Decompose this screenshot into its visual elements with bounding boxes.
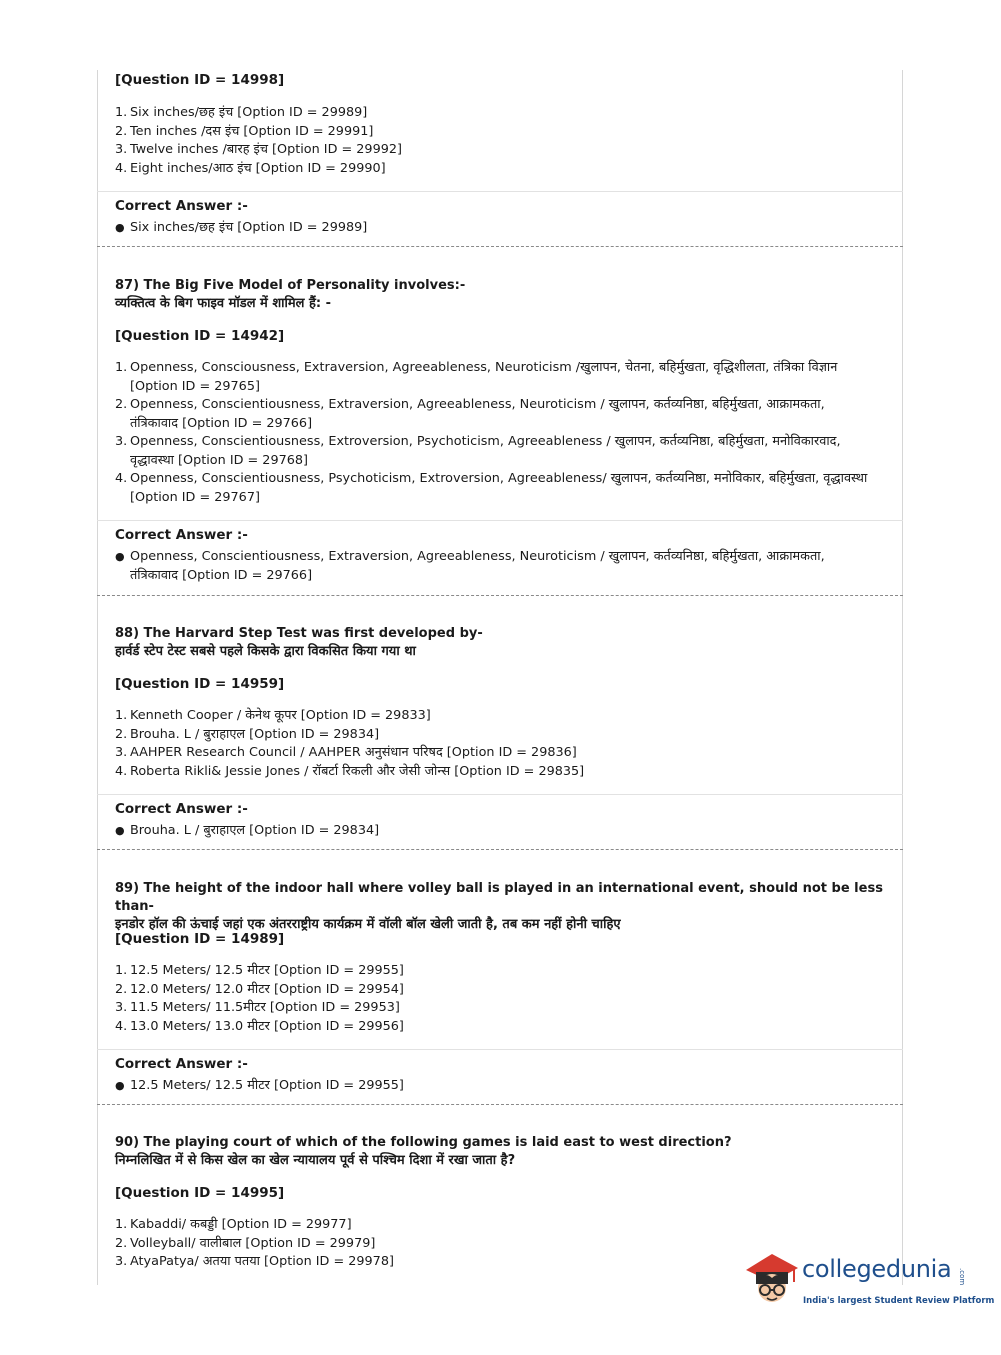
correct-answer-label: Correct Answer :- [115,1056,248,1072]
question-87 [97,277,903,313]
correct-answer: ● Openness, Conscientiousness, Extraversion, Agreeableness, Neuroticism / खुलापन, कर्तव्यनिष्ठा, बहिर्मुखता, आक्रामकता, तंत्रिकावाद [Option ID = 29766] [115,549,825,583]
question-separator [97,1104,903,1105]
option-item: 4. Roberta Rikli& Jessie Jones / रॉबर्टा रिकली और जेसी जोन्स [Option ID = 29835] [115,763,585,779]
option-item: 2. Volleyball/ वालीबाल [Option ID = 29979] [115,1235,376,1251]
question-88 [97,625,903,661]
option-item: 3. AtyaPatya/ अतया पतया [Option ID = 29978] [115,1254,394,1269]
question-89 [97,880,903,934]
question-separator [97,595,903,596]
logo-tagline: India's largest Student Review Platform [803,1296,995,1306]
option-item: 3. 11.5 Meters/ 11.5मीटर [Option ID = 29953] [115,1000,400,1015]
logo-suffix: .com [958,1268,966,1286]
question-id: [Question ID = 14998] [115,72,285,88]
question-id: [Question ID = 14995] [115,1185,285,1201]
question-id: [Question ID = 14989] [115,931,285,947]
logo-wordmark: collegedunia [802,1255,952,1283]
option-item: 1. Six inches/छह इंच [Option ID = 29989] [115,105,368,120]
option-item: 4. 13.0 Meters/ 13.0 मीटर [Option ID = 29956] [115,1018,404,1034]
question-title: 87) The Big Five Model of Personality involves:- व्यक्तित्व के बिग फाइव मॉडल में शामिल हैं: - [115,278,466,311]
question-title: 88) The Harvard Step Test was first developed by- हार्वर्ड स्टेप टेस्ट सबसे पहले किसके द्वारा विकसित किया गया था [115,626,483,659]
option-item: 2. Ten inches /दस इंच [Option ID = 29991] [115,123,374,139]
option-item: 2. 12.0 Meters/ 12.0 मीटर [Option ID = 29954] [115,981,404,997]
question-title: 90) The playing court of which of the following games is laid east to west direction? निम्नलिखित में से किस खेल का खेल न्यायालय पूर्व से पश्चिम दिशा में रखा जाता है? [115,1135,732,1168]
option-item: 3. AAHPER Research Council / AAHPER अनुसंधान परिषद [Option ID = 29836] [115,745,577,760]
correct-answer: ● Brouha. L / बुराहाएल [Option ID = 29834] [115,823,380,838]
correct-answer-label: Correct Answer :- [115,198,248,214]
option-item: 1. Openness, Consciousness, Extraversion, Agreeableness, Neuroticism /खुलापन, चेतना, बहिर्मुखता, वृद्धिशीलता, तंत्रिका विज्ञान [Option ID = 29765] [115,360,838,394]
option-item: 2. Openness, Conscientiousness, Extraversion, Agreeableness, Neuroticism / खुलापन, कर्तव्यनिष्ठा, बहिर्मुखता, आक्रामकता, तंत्रिकावाद [Option ID = 29766] [115,397,825,431]
question-id: [Question ID = 14959] [115,676,285,692]
correct-answer-label: Correct Answer :- [115,801,248,817]
option-item: 1. 12.5 Meters/ 12.5 मीटर [Option ID = 29955] [115,963,404,978]
question-id: [Question ID = 14942] [115,328,285,344]
correct-answer-box [97,1049,903,1095]
option-item: 1. Kenneth Cooper / केनेथ कूपर [Option ID = 29833] [115,708,431,723]
question-90 [97,1134,903,1170]
correct-answer: ● 12.5 Meters/ 12.5 मीटर [Option ID = 29955] [115,1078,404,1093]
option-item: 3. Twelve inches /बारह इंच [Option ID = 29992] [115,142,402,157]
question-title: 89) The height of the indoor hall where volley ball is played in an international event, should not be less than- इनडोर हॉल की ऊंचाई जहां एक अंतरराष्ट्रीय कार्यक्रम में वॉली बॉल खेली जाती है, तब कम नहीं होनी चाहिए [115,881,883,932]
correct-answer: ● Six inches/छह इंच [Option ID = 29989] [115,220,368,235]
mascot-icon [742,1248,800,1312]
correct-answer-label: Correct Answer :- [115,527,248,543]
options-list [97,104,903,178]
option-item: 3. Openness, Conscientiousness, Extroversion, Psychoticism, Agreeableness / खुलापन, कर्तव्यनिष्ठा, बहिर्मुखता, मनोविकारवाद, वृद्धावस्था [Option ID = 29768] [115,434,841,468]
question-separator [97,849,903,850]
options-list [97,707,903,781]
options-list [97,962,903,1036]
correct-answer-box [97,520,903,585]
option-item: 2. Brouha. L / बुराहाएल [Option ID = 29834] [115,726,380,742]
question-separator [97,246,903,247]
correct-answer-box [97,794,903,840]
correct-answer-box [97,191,903,237]
option-item: 4. Eight inches/आठ इंच [Option ID = 29990] [115,160,386,176]
collegedunia-logo[interactable] [742,1246,995,1316]
option-item: 1. Kabaddi/ कबड्डी [Option ID = 29977] [115,1217,352,1232]
option-item: 4. Openness, Conscientiousness, Psychoticism, Extroversion, Agreeableness/ खुलापन, कर्तव्यनिष्ठा, मनोविकार, बहिर्मुखता, वृद्धावस्था [Option ID = 29767] [115,471,868,505]
options-list [97,359,903,507]
